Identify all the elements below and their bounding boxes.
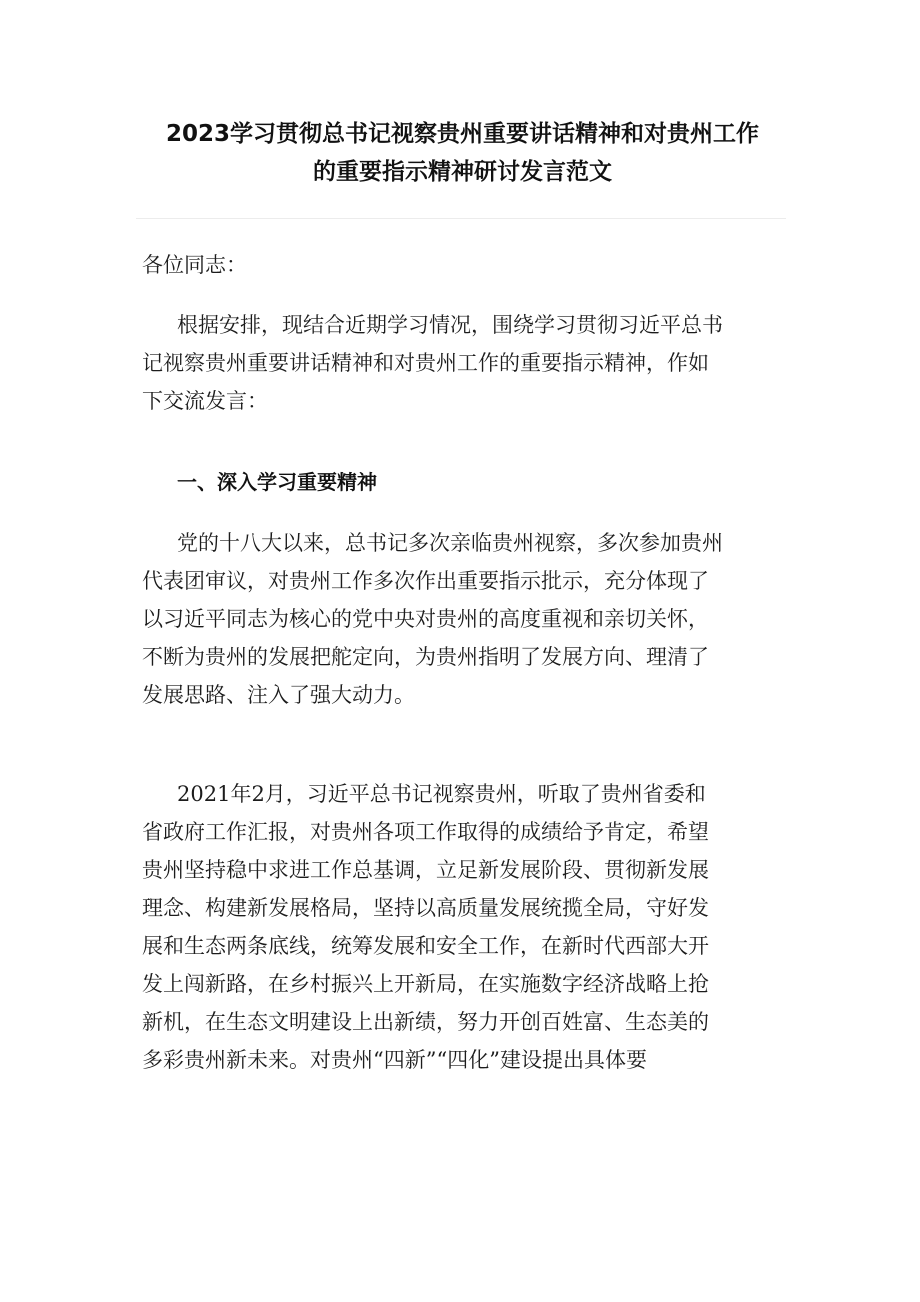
paragraph-line: 党的十八大以来，总书记多次亲临贵州视察，多次参加贵州: [177, 531, 723, 555]
paragraph-2021-visit: [142, 775, 782, 1079]
paragraph-line: 代表团审议，对贵州工作多次作出重要指示批示，充分体现了: [142, 569, 709, 593]
title-line-2: 的重要指示精神研讨发言范文: [313, 159, 612, 185]
paragraph-line: 发上闯新路，在乡村振兴上开新局，在实施数字经济战略上抢: [142, 972, 709, 996]
salutation: 各位同志：: [142, 253, 247, 277]
paragraph-line: 理念、构建新发展格局，坚持以高质量发展统揽全局，守好发: [142, 896, 709, 920]
paragraph-line: 记视察贵州重要讲话精神和对贵州工作的重要指示精神，作如: [142, 351, 709, 375]
paragraph-line: 不断为贵州的发展把舵定向，为贵州指明了发展方向、理清了: [142, 645, 709, 669]
paragraph-line: 2021年2月，习近平总书记视察贵州，听取了贵州省委和: [177, 782, 706, 806]
paragraph-line: 发展思路、注入了强大动力。: [142, 683, 415, 707]
paragraph-line: 展和生态两条底线，统筹发展和安全工作，在新时代西部大开: [142, 934, 709, 958]
paragraph-intro: [142, 306, 782, 420]
document-title: [140, 112, 785, 188]
paragraph-line: 多彩贵州新未来。对贵州“四新”“四化”建设提出具体要: [142, 1048, 647, 1072]
paragraph-line: 新机，在生态文明建设上出新绩，努力开创百姓富、生态美的: [142, 1010, 709, 1034]
paragraph-line: 下交流发言：: [142, 389, 268, 413]
section-heading: 一、深入学习重要精神: [177, 470, 377, 494]
paragraph-line: 省政府工作汇报，对贵州各项工作取得的成绩给予肯定，希望: [142, 820, 709, 844]
title-divider: [136, 218, 786, 219]
title-line-1: 2023学习贯彻总书记视察贵州重要讲话精神和对贵州工作: [165, 121, 759, 147]
paragraph-line: 贵州坚持稳中求进工作总基调，立足新发展阶段、贯彻新发展: [142, 858, 709, 882]
paragraph-line: 根据安排，现结合近期学习情况，围绕学习贯彻习近平总书: [177, 313, 723, 337]
paragraph-line: 以习近平同志为核心的党中央对贵州的高度重视和亲切关怀，: [142, 607, 709, 631]
paragraph-background: [142, 524, 782, 714]
